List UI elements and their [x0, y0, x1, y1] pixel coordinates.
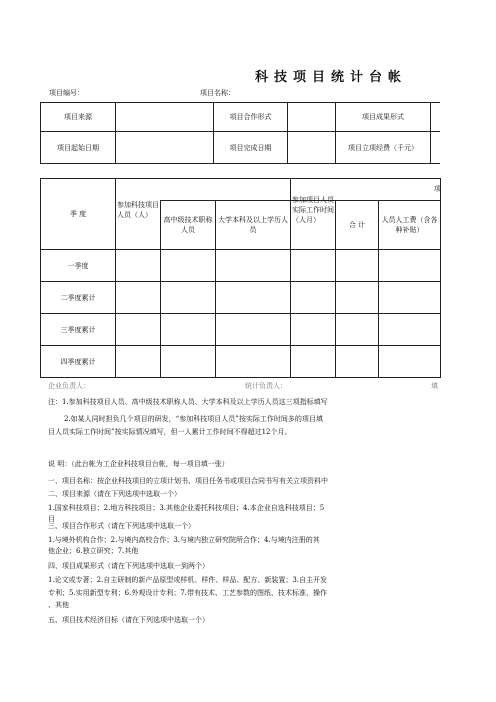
instruction-item-3: 三、项目合作形式（请在下列选项中选取一个） — [48, 522, 195, 530]
instruction-item-5: 五、项目技术经济目标（请在下列选项中选取一个） — [48, 616, 209, 624]
note-2a: 2.如某人同时担负几个项目的研发，“参加科技项目人员”按实际工作时间多的项目填 — [64, 415, 323, 423]
finish-date-label: 项目完成日期 — [229, 143, 272, 152]
degree-staff-header: 大学本科及以上学历人员 — [218, 216, 288, 234]
funds-label: 项目立项经费（千元） — [348, 143, 418, 152]
instruction-item-2-cont: 目 — [48, 515, 55, 523]
total-header: 合 计 — [348, 221, 366, 229]
note-1: 注：1.参加科技项目人员、高中级技术职称人员、大学本科及以上学历人员这三项指标填写 — [48, 398, 328, 406]
stat-head-label: 统计负责人： — [245, 382, 287, 390]
company-head-label: 企业负责人： — [48, 382, 90, 390]
wage-header: 人员人工费（含各种补贴） — [381, 216, 438, 234]
row-q1-label: 一季度 — [67, 261, 89, 270]
senior-staff-header: 高中级技术职称人员 — [163, 216, 213, 234]
filler-label: 填 — [431, 382, 438, 390]
row-q4-label: 四季度累计 — [60, 357, 96, 366]
row-q3-label: 三季度累计 — [60, 325, 96, 334]
quarter-header: 季 度 — [69, 210, 87, 218]
instruction-item-2-options: 1.国家科技项目；2.地方科技项目；3.其他企业委托科技项目；4.本企业自选科技项目；5 — [48, 504, 325, 512]
instruction-item-3-cont: 他企业；6.独立研究；7.其他 — [48, 547, 139, 555]
instructions-heading: 说 明：（此台帐为工企业科技项目台帐，每一项目填一张） — [48, 460, 229, 468]
instruction-item-1: 一、项目名称：按企业科技项目的立项计划书、项目任务书或项目合同书写有关立项资料中 — [48, 477, 328, 485]
page-title: 科技项目统计台帐 — [255, 70, 408, 85]
note-2b: 目人员实际工作时间”按实际情况填写，但一人累计工作时间不得超过12个月。 — [48, 428, 292, 436]
project-name-label: 项目名称： — [200, 89, 235, 97]
worktime-header: 参加项目人员实际工作时间（人月） — [292, 196, 334, 224]
start-date-label: 项目起始日期 — [57, 143, 99, 152]
project-no-label: 项目编号： — [49, 89, 84, 97]
instruction-item-4-options: 1.论文或专著；2.自主研制的新产品原型或样机、样件、样品、配方、新装置；3.自主开发 — [48, 576, 328, 584]
instruction-item-2: 二、项目来源（请在下列选项中选取一个） — [48, 490, 181, 498]
row-q2-label: 二季度累计 — [60, 293, 96, 302]
staff-header: 参加科技项目人员（人） — [117, 201, 159, 219]
instruction-item-4: 四、项目成果形式（请在下列选项中选取一到两个） — [48, 562, 209, 570]
source-label: 项目来源 — [64, 113, 92, 121]
result-label: 项目成果形式 — [362, 113, 404, 121]
instruction-item-4-cont: 专利；5.实用新型专利；6.外观设计专利；7.带有技术、工艺参数的图纸、技术标准、操作 — [48, 589, 328, 597]
instruction-item-3-options: 1.与境外机构合作；2.与境内高校合作；3.与境内独立研究院所合作；4.与境内注册的其 — [48, 536, 320, 544]
instruction-item-4-end: 、其他 — [48, 601, 69, 609]
table-corner-mark: 项 — [434, 185, 441, 193]
coop-label: 项目合作形式 — [229, 113, 272, 121]
